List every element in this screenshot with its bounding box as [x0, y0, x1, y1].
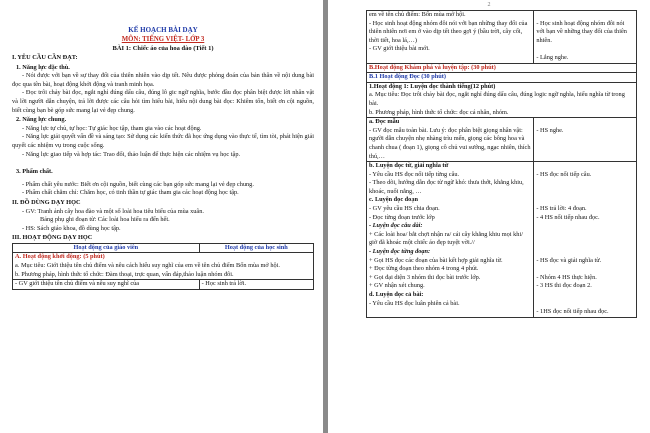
paragraph: - Đọc trôi chảy bài đọc, ngắt nghỉ đúng dấu câu, đúng lô gic ngữ nghĩa, bước đầu đọc phân biệt được lời nhân vật và lời người dẫn chuyện, trả lời được các câu hỏi tìm hiểu bài, hiểu nội dung bài đọc: Khiêm tốn, biết ơn cội nguồn, biết cùng bạn bè góp sức mang lại vẻ đẹp chung.	[12, 89, 314, 114]
table-row	[367, 73, 637, 83]
header-student: Hoạt động của học sinh	[199, 243, 313, 253]
teacher-cell	[367, 162, 534, 318]
section-3-heading: III. HOẠT ĐỘNG DẠY HỌC	[12, 234, 93, 242]
teacher-cell: - GV giới thiệu tên chủ điểm và nêu suy nghĩ của	[13, 280, 200, 290]
paragraph: - Phẩm chất yêu nước: Biết ơn cội nguồn, biết cùng các bạn góp sức mang lại vẻ đẹp chung.	[22, 180, 254, 188]
student-cell	[534, 118, 637, 162]
activity-a-goal: a. Mục tiêu: Giới thiệu tên chủ điểm và nêu cách hiểu suy nghĩ của em về tên chủ điểm Bốn mùa mở hội.	[15, 262, 280, 270]
table-row	[367, 118, 637, 162]
subject-title: MÔN: TIẾNG VIỆT- LỚP 3	[121, 36, 205, 43]
teacher-text: - GV yêu cầu HS chia đoạn.	[369, 205, 440, 213]
header-teacher: Hoạt động của giáo viên	[13, 243, 200, 253]
activity-b-heading: B.Hoạt động Khám phá và luyện tập: (30 phút)	[367, 63, 637, 73]
step-heading: c. Luyện đọc đoạn	[369, 196, 418, 204]
student-text: - 4 HS nối tiếp nhau đọc.	[536, 213, 600, 221]
subsection-1-heading: 1. Năng lực đặc thù.	[16, 63, 70, 71]
step-heading: b. Luyện đọc từ, giải nghĩa từ	[369, 162, 449, 170]
activity-a-method: b. Phương pháp, hình thức tổ chức: Đàm thoại, trực quan, vấn đáp,thảo luận nhóm đôi.	[15, 270, 234, 278]
student-text: - HS đọc và giải nghĩa từ.	[536, 256, 602, 264]
subsection-3-heading: 3. Phẩm chất.	[16, 168, 53, 176]
page-number: 2	[487, 2, 491, 8]
teacher-cell	[367, 11, 534, 64]
table-row	[13, 280, 314, 290]
teacher-text: - Học sinh hoạt động nhóm đôi nói với bạn những thay đổi của thiên nhiên nơi em ở vào dịp tết theo gợi ý (bầu trời, cây cối, thời tiết, hoa lá,…)	[369, 19, 528, 44]
student-text: - Nhóm 4 HS thực hiện.	[536, 273, 597, 281]
activity-a-cell	[13, 253, 314, 280]
activity-1-cell	[367, 82, 637, 117]
teacher-text: - Đọc từng đoạn trước lớp	[369, 213, 435, 221]
teacher-text: + Các loài hoa/ bắt chợt nhận ra/ cái cây khẳng khiu mọi khi/ giờ đã khoác một chiếc áo đẹp tuyệt vời.//	[369, 230, 523, 247]
student-text: - HS trả lời: 4 đoạn.	[536, 205, 587, 213]
paragraph: - Nói được với bạn về sự thay đổi của thiên nhiên vào dịp tết. Nêu được phỏng đoán của bản thân về nội dung bài đọc qua tên bài, hoạt động khởi động và tranh minh họa.	[12, 72, 314, 88]
teacher-text: - GV giới thiệu bài mới.	[369, 45, 430, 53]
activity-1-goal: a. Mục tiêu: Đọc trôi chảy bài đọc, ngắt nghỉ đúng dấu câu, đúng logic ngữ nghĩa, hiểu nghĩa từ trong bài.	[369, 91, 625, 107]
student-cell: - Học sinh trả lời.	[199, 280, 313, 290]
table-row	[367, 63, 637, 73]
step-heading: a. Đọc mẫu	[369, 118, 400, 126]
paragraph: - HS: Sách giáo khoa, đồ dùng học tập.	[22, 224, 121, 232]
teacher-text: - GV đọc mẫu toàn bài. Lưu ý: đọc phân biệt giọng nhân vật: người dẫn chuyện nhẹ nhàng trìu mến, giọng các bông hoa và chanh chua ( đoạn 1), giọng cô chủ vui sướng, ngạc nhiên, thích thú,…	[369, 126, 531, 160]
student-text: - HS nghe.	[536, 126, 564, 134]
teacher-text: + GV nhận xét chung.	[369, 282, 425, 290]
activity-a-heading: A. Hoạt động khởi động: (5 phút)	[15, 253, 105, 261]
step-heading: - Luyện đọc từng đoạn:	[369, 248, 431, 256]
plan-title: KẾ HOẠCH BÀI DẠY	[128, 26, 198, 34]
paragraph: - GV: Tranh ảnh cây hoa đào và một số loài hoa tiêu biểu của mùa xuân.	[22, 207, 204, 215]
student-text: - Lắng nghe.	[536, 53, 569, 61]
document-page-1	[0, 0, 323, 433]
teacher-text: + Gọi đại diện 3 nhóm thi đọc bài trước lớp.	[369, 273, 481, 281]
table-row	[367, 82, 637, 117]
teacher-text: + Đọc từng đoạn theo nhóm 4 trong 4 phút.	[369, 265, 479, 273]
student-cell	[534, 162, 637, 318]
activity-b1-heading: B.1 Hoạt động Đọc (30 phút)	[367, 73, 637, 83]
student-text: - 3 HS thi đọc đoạn 2.	[536, 282, 592, 290]
lesson-title: BÀI 1: Chiếc áo của hoa đào (Tiết 1)	[112, 45, 214, 52]
paragraph: - Năng lực giao tiếp và hợp tác: Trao đổi, thảo luận để thực hiện các nhiệm vụ học tập.	[22, 150, 241, 158]
teacher-text: em về tên chủ điểm: Bốn mùa mở hội.	[369, 11, 466, 18]
student-cell	[534, 11, 637, 64]
teacher-text: - Yêu cầu HS đọc nối tiếp từng câu.	[369, 170, 460, 178]
table-row	[367, 11, 637, 64]
activity-1-method: b. Phương pháp, hình thức tổ chức: đọc cá nhân, nhóm.	[369, 108, 509, 116]
section-2-heading: II. ĐỒ DÙNG DẠY HỌC	[12, 198, 81, 206]
table-row	[13, 253, 314, 280]
paragraph: - Năng lực giải quyết vấn đề và sáng tạo: Sử dụng các kiến thức đã học ứng dụng vào thực tế, tìm tòi, phát hiện giải quyết các nhiệm vụ trong cuộc sống.	[12, 133, 314, 149]
table-row	[367, 162, 637, 318]
section-1-heading: I. YÊU CẦU CẦN ĐẠT:	[12, 54, 78, 61]
paragraph: - Phẩm chất chăm chỉ: Chăm học, có tinh thần tự giác tham gia các hoạt động học tập.	[22, 189, 239, 197]
activity-table	[12, 243, 314, 290]
teacher-text: + Gọi HS đọc các đoạn của bài kết hợp giải nghĩa từ.	[369, 256, 503, 264]
teacher-cell	[367, 118, 534, 162]
teacher-text: - Yêu cầu HS đọc luân phiên cả bài.	[369, 299, 460, 307]
student-text: - 1HS đọc nối tiếp nhau đọc.	[536, 308, 609, 316]
paragraph: Bảng phụ ghi đoạn từ: Các loài hoa hiểu ra đến hết.	[40, 216, 170, 224]
activity-table-continued	[366, 10, 637, 318]
step-heading: - Luyện đọc câu dài:	[369, 222, 423, 230]
student-text: - Học sinh hoạt động nhóm đôi nói với bạn về những thay đổi của thiên nhiên.	[536, 19, 627, 44]
teacher-text: - Theo dõi, hướng dẫn đọc từ ngữ khó: thưa thớt, khẳng khiu, khoác, nuối nắng, …	[369, 179, 524, 195]
activity-1-heading: 1.Hoạt động 1: Luyện đọc thành tiếng(12 phút)	[369, 82, 496, 90]
paragraph: - Năng lực tự chủ, tự học: Tự giác học tập, tham gia vào các hoạt động.	[22, 124, 202, 132]
table-header-row	[13, 243, 314, 253]
subsection-2-heading: 2. Năng lực chung.	[16, 116, 67, 124]
document-page-2	[328, 0, 650, 433]
step-heading: d. Luyện đọc cả bài:	[369, 291, 424, 298]
student-text: - HS đọc nối tiếp câu.	[536, 170, 592, 178]
